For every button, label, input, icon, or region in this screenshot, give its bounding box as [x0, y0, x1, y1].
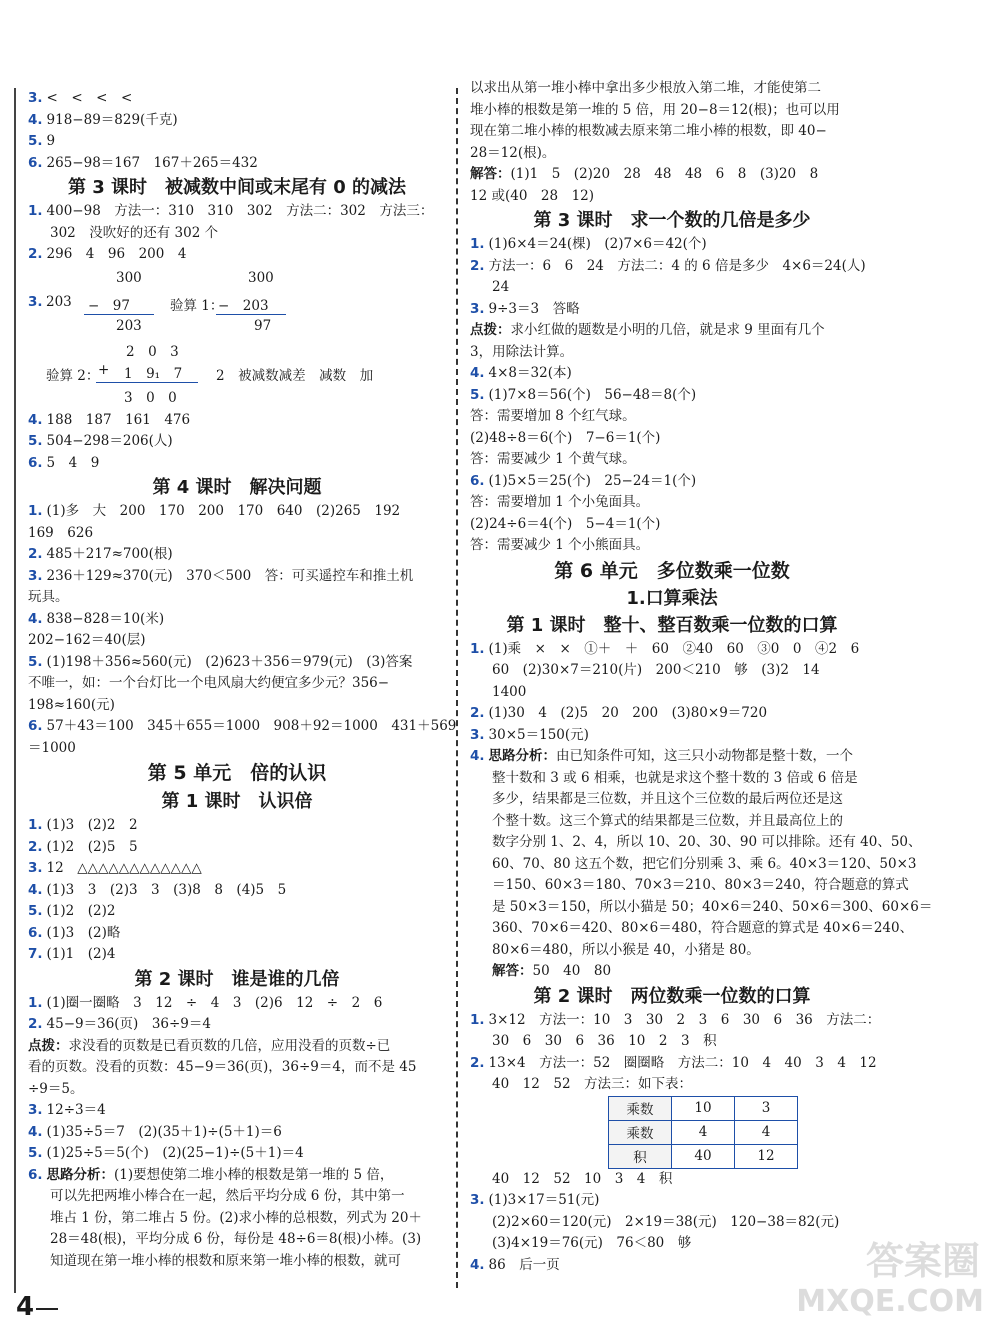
answer-line: 202−162＝40(层) [28, 632, 146, 648]
watermark-logo [796, 1228, 984, 1324]
answer-line: 198≈160(元) [28, 696, 115, 713]
answer-line: 30 6 30 6 36 10 2 3 积 [492, 1033, 717, 1049]
answer-line: 个整十数。这三个算式的结果都是三位数，并且最高位上的 [492, 812, 843, 829]
section-title: 1.口算乘法 [626, 587, 718, 609]
table-cell: 积 [609, 1144, 672, 1168]
answer-line: 6. 思路分析：(1)要想使第二堆小棒的根数是第一堆的 5 倍， [28, 1166, 394, 1183]
answer-line: 4. 86 后一页 [470, 1256, 560, 1273]
answer-line: ＝150、60×3＝180、70×3＝210、80×3＝240，符合题意的算式 [492, 877, 909, 893]
tip-line: 3，用除法计算。 [470, 343, 574, 360]
answer-line: 5. 9 [28, 133, 56, 149]
left-margin-bar [14, 88, 16, 1293]
answer-line: 2. (1)2 (2)5 5 [28, 838, 138, 855]
answer-line: 28＝12(根)。 [470, 144, 556, 161]
answer-line: 2. 方法一：6 6 24 方法二：4 的 6 倍是多少 4×6＝24(人) [470, 257, 866, 274]
watermark-text: 答案圈 [865, 1239, 980, 1283]
answer-line: ＝1000 [28, 739, 76, 756]
answer-line: 2. (1)30 4 (2)5 20 200 (3)80×9＝720 [470, 705, 768, 721]
answer-line: 2. 45−9＝36(页) 36÷9＝4 [28, 1016, 211, 1032]
table-cell: 4 [735, 1120, 798, 1144]
answer-line: 可以先把两堆小棒合在一起，然后平均分成 6 份，其中第一 [50, 1188, 405, 1204]
answer-line: 1. 400−98 方法一：310 310 302 方法二：302 方法三： [28, 203, 434, 219]
unit-title: 第 6 单元 多位数乘一位数 [554, 559, 790, 582]
answer-line: 知道现在第一堆小棒的根数和原来第一堆小棒的根数，就可 [50, 1252, 401, 1269]
table-row [609, 1144, 798, 1168]
answer-line: 数字分别 1、2、4，所以 10、20、30、90 可以排除。还有 40、50、 [492, 834, 922, 850]
answer-line: 堆小棒的根数是第一堆的 5 倍，用 20−8＝12(根)；也可以用 [470, 101, 840, 118]
answer-line: 7. (1)1 (2)4 [28, 946, 116, 962]
answer-line: 1. (1)3 (2)2 2 [28, 817, 138, 833]
lesson-title: 第 1 课时 认识倍 [161, 791, 313, 812]
answer-line: 整十数和 3 或 6 相乘，也就是求这个整十数的 3 倍或 6 倍是 [492, 769, 858, 786]
answer-line: 1. 3×12 方法一：10 3 30 2 3 6 30 6 36 方法二： [470, 1011, 881, 1028]
table-row [609, 1096, 798, 1120]
answer-line: 4. 918−89＝829(千克) [28, 111, 178, 128]
lesson-title: 第 1 课时 整十、整百数乘一位数的口算 [506, 614, 838, 636]
answer-line: 3. 12 △△△△△△△△△△△△ [28, 860, 202, 876]
answer-line: 6. 57＋43＝100 345＋655＝1000 908＋92＝1000 431＋569 [28, 718, 457, 734]
answer-line: 60、70、80 这五个数，把它们分别乘 3、乘 6。40×3＝120、50×3 [492, 855, 917, 872]
answer-line: 6. (1)3 (2)略 [28, 924, 121, 941]
answer-line: 不唯一，如：一个台灯比一个电风扇大约便宜多少元？356− [28, 675, 390, 691]
table-cell: 10 [672, 1096, 735, 1120]
answer-line: (2)2×60＝120(元) 2×19＝38(元) 120−38＝82(元) [492, 1213, 840, 1230]
lesson-title: 第 4 课时 解决问题 [152, 477, 322, 498]
page-number: 4 [16, 1292, 35, 1322]
answer-line: 3. < < < < [28, 90, 133, 106]
answer-line: 解答：(1)1 5 (2)20 28 48 48 6 8 (3)20 8 [470, 166, 819, 182]
answer-line: 1400 [492, 683, 527, 700]
answer-line: 4. 4×8＝32(本) [470, 365, 572, 381]
answer-line: 1. (1)多 大 200 170 200 170 640 (2)265 192 [28, 503, 401, 519]
answer-line: 现在第二堆小棒的根数减去原来第二堆小棒的根数，即 40− [470, 123, 827, 139]
answer-line: 169 626 [28, 524, 94, 541]
answer-line: 堆占 1 份，第二堆占 5 份。(2)求小棒的总根数，列式为 20＋ [50, 1209, 422, 1226]
answer-line: 4. (1)3 3 (2)3 3 (3)8 8 (4)5 5 [28, 881, 287, 898]
answer-line: 多少，结果都是三位数，并且这个三位数的最后两位还是这 [492, 791, 843, 807]
answer-line: 80×6＝480，所以小猴是 40，小猪是 80。 [492, 941, 760, 958]
right-column [470, 78, 933, 1276]
page-number-dash [36, 1308, 58, 1310]
answer-line: 3. 9÷3＝3 答略 [470, 300, 580, 317]
answer-line: 答：需要增加 1 个小兔面具。 [470, 494, 650, 510]
answer-line: 1. (1)乘 × × ①＋ ＋ 60 ②40 60 ③0 0 ④2 6 [470, 640, 860, 657]
answer-line: 3. 236＋129≈370(元) 370＜500 答：可买遥控车和推土机 [28, 567, 414, 584]
lesson-title: 第 2 课时 谁是谁的几倍 [134, 968, 340, 990]
answer-line: 5. (1)25÷5＝5(个) (2)(25−1)÷(5＋1)＝4 [28, 1145, 304, 1161]
answer-line: 360、70×6＝420、80×6＝480，符合题意的算式是 40×6＝240、 [492, 920, 914, 936]
answer-line: 6. (1)5×5＝25(个) 25−24＝1(个) [470, 472, 697, 489]
lesson-title: 第 2 课时 两位数乘一位数的口算 [533, 985, 811, 1007]
answer-line: 1. (1)6×4＝24(棵) (2)7×6＝42(个) [470, 236, 707, 252]
table-cell: 4 [672, 1120, 735, 1144]
tip-line: ÷9＝5。 [28, 1080, 84, 1097]
answer-line: 4. 838−828＝10(米) [28, 610, 165, 627]
answer-line: 以求出从第一堆小棒中拿出多少根放入第二堆，才能使第二 [470, 80, 821, 96]
answer-line: 2. 485＋217≈700(根) [28, 546, 173, 562]
answer-line: 28＝48(根)，平均分成 6 份，每份是 48÷6＝8(根)小棒。(3) [50, 1231, 422, 1247]
lesson-title: 第 3 课时 求一个数的几倍是多少 [533, 210, 811, 231]
answer-line: 解答：50 40 80 [492, 963, 612, 979]
answer-line: 12 或(40 28 12) [470, 187, 595, 204]
tip-line: 点拨：求小红做的题数是小明的几倍，就是求 9 里面有几个 [470, 322, 825, 338]
tip-line: 点拨：求没看的页数是已看页数的几倍，应用没看的页数÷已 [28, 1037, 391, 1054]
answer-line: (2)24÷6＝4(个) 5−4＝1(个) [470, 515, 661, 532]
answer-line: 5. (1)7×8＝56(个) 56−48＝8(个) [470, 386, 697, 403]
tip-line: 看的页数。没看的页数：45−9＝36(页)，36÷9＝4，而不是 45 [28, 1059, 417, 1075]
table-cell: 12 [735, 1144, 798, 1168]
answer-line: 2. 13×4 方法一：52 圈圈略 方法二：10 4 40 3 4 12 [470, 1054, 877, 1071]
answer-line: 5. 504−298＝206(人) [28, 433, 173, 449]
table-row [609, 1120, 798, 1144]
answer-line: 60 (2)30×7＝210(片) 200＜210 够 (3)2 14 [492, 662, 820, 678]
table-cell: 乘数 [609, 1096, 672, 1120]
answer-line: 6. 5 4 9 [28, 454, 100, 471]
vertical-calculation: 3. 203 300 − 97 203 验算 1： 300 − 203 97 验算 2： 2 0 3 + 1 9₁ 7 3 0 0 2 被减数减差 减数 加 [28, 269, 374, 406]
unit-title: 第 5 单元 倍的认识 [147, 762, 327, 784]
answer-line: 是 50×3＝150，所以小猫是 50；40×6＝240、50×6＝300、60×6＝ [492, 898, 933, 915]
answer-line: 3. (1)3×17＝51(元) [470, 1192, 600, 1208]
answer-line: 6. 265−98＝167 167＋265＝432 [28, 154, 258, 171]
answer-line: 5. (1)2 (2)2 [28, 903, 116, 919]
answer-line: 3. 12÷3＝4 [28, 1102, 106, 1118]
answer-line: 4. 188 187 161 476 [28, 411, 191, 428]
answer-line: 5. (1)198＋356≈560(元) (2)623＋356＝979(元) (3)答案 [28, 653, 413, 670]
answer-line: 1. (1)圈一圈略 3 12 ÷ 4 3 (2)6 12 ÷ 2 6 [28, 994, 383, 1011]
answer-line: 40 12 52 方法三：如下表： [492, 1076, 693, 1092]
answer-line: 答：需要增加 8 个红气球。 [470, 408, 636, 424]
answer-line: 4. (1)35÷5＝7 (2)(35＋1)÷(5＋1)＝6 [28, 1123, 282, 1140]
watermark-url: MXQE.COM [796, 1284, 984, 1319]
column-divider [456, 88, 458, 1288]
answer-line: (2)48÷8＝6(个) 7−6＝1(个) [470, 429, 661, 446]
answer-line: (3)4×19＝76(元) 76＜80 够 [492, 1235, 692, 1251]
lesson-title: 第 3 课时 被减数中间或末尾有 0 的减法 [67, 177, 407, 198]
answer-line: 40 12 52 10 3 4 积 [492, 1170, 673, 1187]
answer-line: 2. 296 4 96 200 4 [28, 246, 187, 262]
answer-line: 答：需要减少 1 个小熊面具。 [470, 537, 650, 553]
answer-line: 答：需要减少 1 个黄气球。 [470, 451, 636, 467]
answer-line: 302 没吹好的还有 302 个 [50, 224, 219, 241]
table-cell: 40 [672, 1144, 735, 1168]
answer-line: 3. 30×5＝150(元) [470, 726, 589, 743]
answer-line: 玩具。 [28, 589, 69, 605]
answer-line: 24 [492, 279, 510, 295]
table-cell: 乘数 [609, 1120, 672, 1144]
table-cell: 3 [735, 1096, 798, 1120]
multiplication-table [608, 1096, 798, 1169]
answer-line: 4. 思路分析：由已知条件可知，这三只小动物都是整十数，一个 [470, 748, 854, 764]
left-column [28, 88, 457, 1272]
